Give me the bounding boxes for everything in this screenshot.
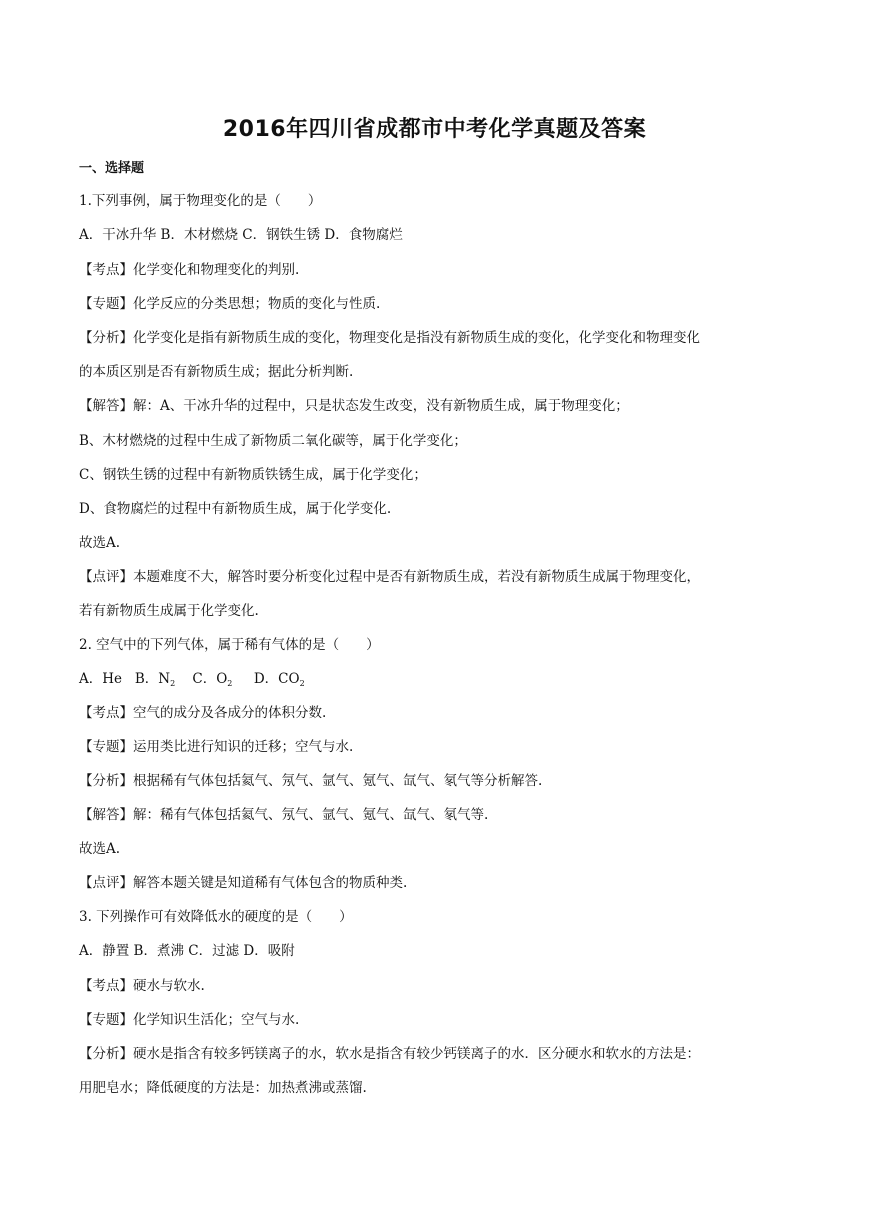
q2-answer: 故选A. xyxy=(79,841,121,857)
zhuanti-tag: 【专题】 xyxy=(79,296,133,312)
q2-zhuanti xyxy=(79,737,799,757)
option-c: C．$O_2$ xyxy=(192,671,233,688)
option-b: B．$N_2$ xyxy=(134,671,176,688)
fenxi-tag: 【分析】 xyxy=(79,330,133,346)
q1-jieda-line-1 xyxy=(79,396,799,416)
zhuanti-tag: 【专题】 xyxy=(79,1012,133,1028)
question-1-options: A．干冰升华 B．木材燃烧 C．钢铁生锈 D．食物腐烂 xyxy=(79,227,403,243)
q2-jieda xyxy=(79,805,799,825)
zhuanti-text: 化学反应的分类思想；物质的变化与性质. xyxy=(133,296,381,312)
q3-fenxi-line-2: 用肥皂水；降低硬度的方法是：加热煮沸或蒸馏. xyxy=(79,1080,367,1096)
kaodian-text: 空气的成分及各成分的体积分数. xyxy=(133,705,327,721)
dianping-tag: 【点评】 xyxy=(79,569,133,585)
jieda-text: 解：稀有气体包括氦气、氖气、氩气、氪气、氙气、氡气等. xyxy=(133,807,489,823)
q1-zhuanti xyxy=(79,294,799,314)
question-1-stem: 1.下列事例，属于物理变化的是（ ） xyxy=(79,193,322,209)
question-3-stem: 3. 下列操作可有效降低水的硬度的是（ ） xyxy=(79,909,353,925)
kaodian-tag: 【考点】 xyxy=(79,978,133,994)
q1-kaodian xyxy=(79,260,799,280)
option-d: D．$CO_2$ xyxy=(253,671,305,688)
q3-zhuanti xyxy=(79,1010,799,1030)
kaodian-tag: 【考点】 xyxy=(79,262,133,278)
fenxi-text: 根据稀有气体包括氦气、氖气、氩气、氪气、氙气、氡气等分析解答. xyxy=(133,773,543,789)
kaodian-text: 化学变化和物理变化的判别. xyxy=(133,262,300,278)
kaodian-tag: 【考点】 xyxy=(79,705,133,721)
fenxi-tag: 【分析】 xyxy=(79,1046,133,1062)
q1-dianping-line-1 xyxy=(79,567,799,587)
dianping-tag: 【点评】 xyxy=(79,875,133,891)
dianping-text: 本题难度不大，解答时要分析变化过程中是否有新物质生成，若没有新物质生成属于物理变化， xyxy=(133,569,700,585)
q1-jieda-line-2: B、木材燃烧的过程中生成了新物质二氧化碳等，属于化学变化； xyxy=(79,433,467,449)
zhuanti-text: 化学知识生活化；空气与水. xyxy=(133,1012,300,1028)
q1-answer: 故选A. xyxy=(79,535,121,551)
question-3-options: A．静置 B．煮沸 C．过滤 D．吸附 xyxy=(79,943,295,959)
q1-fenxi-line-2: 的本质区别是否有新物质生成；据此分析判断. xyxy=(79,364,354,380)
q2-kaodian xyxy=(79,703,799,723)
zhuanti-text: 运用类比进行知识的迁移；空气与水. xyxy=(133,739,354,755)
section-heading: 一、选择题 xyxy=(79,161,145,176)
question-2-stem: 2. 空气中的下列气体，属于稀有气体的是（ ） xyxy=(79,637,380,653)
zhuanti-tag: 【专题】 xyxy=(79,739,133,755)
page-title: 2016年四川省成都市中考化学真题及答案 xyxy=(222,117,647,142)
question-2-options xyxy=(79,669,799,694)
fenxi-text: 硬水是指含有较多钙镁离子的水，软水是指含有较少钙镁离子的水．区分硬水和软水的方法是： xyxy=(133,1046,700,1062)
jieda-tag: 【解答】 xyxy=(79,398,133,414)
jieda-text: 解：A、干冰升华的过程中，只是状态发生改变，没有新物质生成，属于物理变化； xyxy=(133,398,629,414)
q3-fenxi-line-1 xyxy=(79,1044,799,1064)
q1-fenxi-line-1 xyxy=(79,328,799,348)
jieda-tag: 【解答】 xyxy=(79,807,133,823)
q3-kaodian xyxy=(79,976,799,996)
q1-dianping-line-2: 若有新物质生成属于化学变化. xyxy=(79,603,259,619)
q1-jieda-line-4: D、食物腐烂的过程中有新物质生成，属于化学变化. xyxy=(79,501,392,517)
q2-fenxi xyxy=(79,771,799,791)
q2-dianping xyxy=(79,873,799,893)
kaodian-text: 硬水与软水. xyxy=(133,978,205,994)
fenxi-text: 化学变化是指有新物质生成的变化，物理变化是指没有新物质生成的变化，化学变化和物理变化 xyxy=(133,330,700,346)
dianping-text: 解答本题关键是知道稀有气体包含的物质种类. xyxy=(133,875,408,891)
fenxi-tag: 【分析】 xyxy=(79,773,133,789)
option-a: A．He xyxy=(79,671,123,687)
q1-jieda-line-3: C、钢铁生锈的过程中有新物质铁锈生成，属于化学变化； xyxy=(79,467,427,483)
